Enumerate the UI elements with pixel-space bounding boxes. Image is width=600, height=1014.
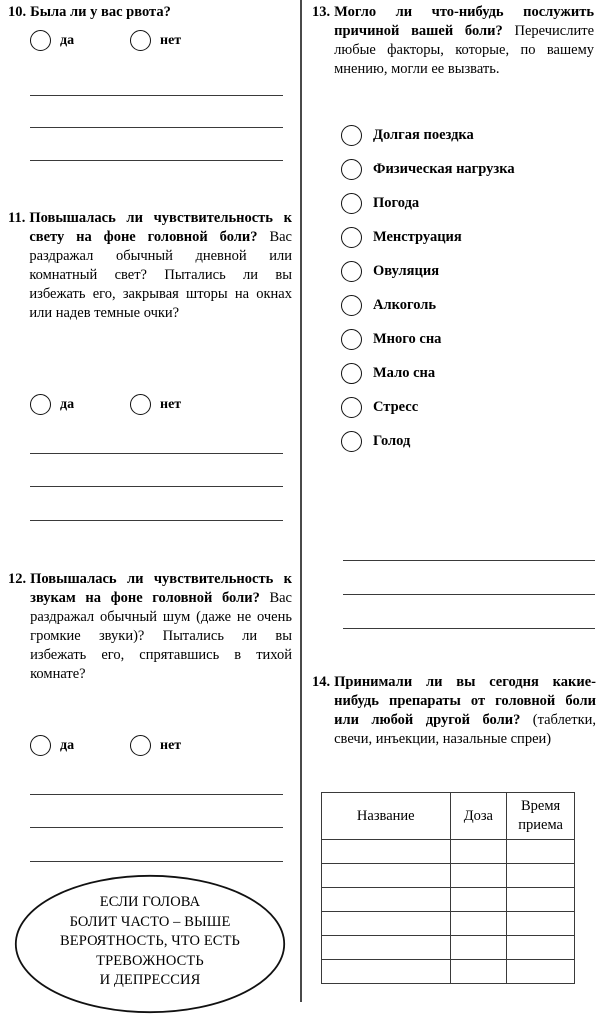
radio-circle-icon[interactable] (341, 329, 362, 350)
radio-circle-icon[interactable] (341, 261, 362, 282)
question-12-option-yes[interactable] (30, 735, 130, 756)
question-13-bold-text: Могло ли что-нибудь послужить причиной вашей боли? (334, 4, 594, 39)
question-14-bold-text: Принимали ли вы сегодня какие-нибудь препараты от головной боли или любой другой боли? (334, 674, 596, 728)
question-12-option-no[interactable] (130, 735, 230, 756)
question-13-option-label: Много сна (373, 330, 442, 347)
table-cell-time[interactable] (507, 960, 575, 984)
question-13-option-label: Физическая нагрузка (373, 160, 515, 177)
question-14-text (334, 673, 596, 749)
question-13-text (334, 3, 594, 79)
question-13-option-label: Стресс (373, 398, 419, 415)
question-13-option-label: Менструация (373, 228, 462, 245)
question-13-number: 13. (312, 4, 331, 20)
table-row[interactable] (322, 864, 575, 888)
question-13-option-label: Голод (373, 432, 411, 449)
radio-circle-icon[interactable] (130, 735, 151, 756)
question-12-writing-line[interactable] (30, 861, 283, 862)
table-row[interactable] (322, 840, 575, 864)
question-11-number: 11. (8, 210, 26, 226)
question-13-option-label: Алкоголь (373, 296, 437, 313)
question-12-writing-line[interactable] (30, 827, 283, 828)
question-13-option[interactable] (341, 220, 591, 254)
table-cell-time[interactable] (507, 936, 575, 960)
table-cell-name[interactable] (322, 960, 451, 984)
table-row[interactable] (322, 936, 575, 960)
question-13-option-label: Долгая поездка (373, 126, 474, 143)
question-10-writing-line[interactable] (30, 95, 283, 96)
question-13-option[interactable] (341, 424, 591, 458)
question-12-number: 12. (8, 571, 27, 587)
question-10-option-yes[interactable] (30, 30, 130, 51)
question-11-answer-row (30, 394, 280, 415)
radio-circle-icon[interactable] (30, 735, 51, 756)
table-cell-time[interactable] (507, 840, 575, 864)
table-cell-dose[interactable] (450, 888, 507, 912)
question-14-number: 14. (312, 674, 331, 690)
question-11 (8, 209, 292, 323)
question-10-writing-line[interactable] (30, 127, 283, 128)
question-13-option[interactable] (341, 118, 591, 152)
callout-line: ВЕРОЯТНОСТЬ, ЧТО ЕСТЬ (60, 933, 240, 949)
question-11-regular-text: Вас раздражал обычный дневной или комнатный свет? Пытались ли вы избежать его, закрывая шторы на окнах или надев темные очки? (29, 229, 292, 321)
question-12-writing-line[interactable] (30, 794, 283, 795)
question-11-option-no-label: нет (160, 396, 182, 412)
radio-circle-icon[interactable] (130, 394, 151, 415)
question-10-answer-row (30, 30, 280, 51)
question-13-options-list (341, 118, 591, 458)
table-header-time: Время приема (507, 793, 575, 840)
question-11-writing-line[interactable] (30, 453, 283, 454)
callout-line: БОЛИТ ЧАСТО – ВЫШЕ (69, 913, 231, 930)
table-cell-time[interactable] (507, 888, 575, 912)
table-row[interactable] (322, 960, 575, 984)
question-11-option-no[interactable] (130, 394, 230, 415)
question-10-text (30, 3, 292, 22)
table-cell-name[interactable] (322, 840, 451, 864)
question-11-bold-text: Повышалась ли чувствительность к свету на фоне головной боли? (29, 210, 292, 245)
question-12-bold-text: Повышалась ли чувствительность к звукам на фоне головной боли? (30, 571, 292, 606)
radio-circle-icon[interactable] (341, 193, 362, 214)
table-row[interactable] (322, 888, 575, 912)
question-10-writing-line[interactable] (30, 160, 283, 161)
callout-line: ЕСЛИ ГОЛОВА (99, 894, 201, 910)
question-13-writing-line[interactable] (343, 560, 595, 561)
question-10 (8, 3, 292, 22)
question-13-option[interactable] (341, 288, 591, 322)
question-12-option-no-label: нет (160, 737, 182, 753)
radio-circle-icon[interactable] (341, 125, 362, 146)
question-10-number: 10. (8, 4, 27, 20)
question-12 (8, 570, 292, 684)
table-cell-name[interactable] (322, 888, 451, 912)
medications-table (321, 792, 575, 984)
question-13-option-label: Погода (373, 194, 420, 211)
question-10-option-no[interactable] (130, 30, 230, 51)
question-13-option[interactable] (341, 152, 591, 186)
question-13-option-label: Овуляция (373, 262, 440, 279)
table-row[interactable] (322, 912, 575, 936)
radio-circle-icon[interactable] (341, 295, 362, 316)
table-header-name: Название (322, 793, 451, 840)
radio-circle-icon[interactable] (130, 30, 151, 51)
question-11-writing-line[interactable] (30, 520, 283, 521)
question-13-writing-line[interactable] (343, 628, 595, 629)
question-13-option[interactable] (341, 186, 591, 220)
table-cell-name[interactable] (322, 936, 451, 960)
question-13-option[interactable] (341, 322, 591, 356)
table-cell-dose[interactable] (450, 912, 507, 936)
callout-oval (14, 874, 286, 1014)
question-13-writing-line[interactable] (343, 594, 595, 595)
radio-circle-icon[interactable] (30, 30, 51, 51)
callout-line: И ДЕПРЕССИЯ (99, 972, 201, 988)
question-11-writing-line[interactable] (30, 486, 283, 487)
column-divider (300, 0, 302, 1002)
question-12-regular-text: Вас раздражал обычный шум (даже не очень громкие звуки)? Пытались ли вы избежать его, спрятавшись в тихой комнате? (30, 590, 292, 682)
callout-line: ТРЕВОЖНОСТЬ (96, 952, 204, 969)
radio-circle-icon[interactable] (341, 363, 362, 384)
question-10-option-no-label: нет (160, 32, 182, 48)
question-11-option-yes-label: да (60, 396, 75, 412)
medications-table-wrapper (321, 792, 575, 984)
question-12-option-yes-label: да (60, 737, 75, 753)
question-13-option[interactable] (341, 254, 591, 288)
callout-text (14, 874, 286, 1014)
table-cell-dose[interactable] (450, 960, 507, 984)
radio-circle-icon[interactable] (341, 397, 362, 418)
table-cell-name[interactable] (322, 912, 451, 936)
question-13-regular-text: Перечислите любые факторы, которые, по вашему мнению, могли ее вызвать. (334, 23, 594, 77)
question-13 (312, 3, 594, 79)
radio-circle-icon[interactable] (30, 394, 51, 415)
table-cell-name[interactable] (322, 864, 451, 888)
question-13-option[interactable] (341, 390, 591, 424)
table-cell-time[interactable] (507, 864, 575, 888)
table-cell-dose[interactable] (450, 936, 507, 960)
question-10-bold-text: Была ли у вас рвота? (30, 4, 171, 20)
radio-circle-icon[interactable] (341, 431, 362, 452)
question-14-regular-text: (таблетки, свечи, инъекции, назальные спреи) (334, 712, 597, 747)
question-13-option[interactable] (341, 356, 591, 390)
question-12-text (30, 570, 292, 684)
radio-circle-icon[interactable] (341, 227, 362, 248)
question-12-answer-row (30, 735, 280, 756)
question-11-option-yes[interactable] (30, 394, 130, 415)
question-14 (312, 673, 596, 749)
question-13-option-label: Мало сна (373, 364, 436, 381)
table-header-row (322, 793, 575, 840)
table-cell-dose[interactable] (450, 840, 507, 864)
table-cell-dose[interactable] (450, 864, 507, 888)
question-10-option-yes-label: да (60, 32, 75, 48)
question-11-text (29, 209, 292, 323)
table-cell-time[interactable] (507, 912, 575, 936)
radio-circle-icon[interactable] (341, 159, 362, 180)
table-header-dose: Доза (450, 793, 507, 840)
